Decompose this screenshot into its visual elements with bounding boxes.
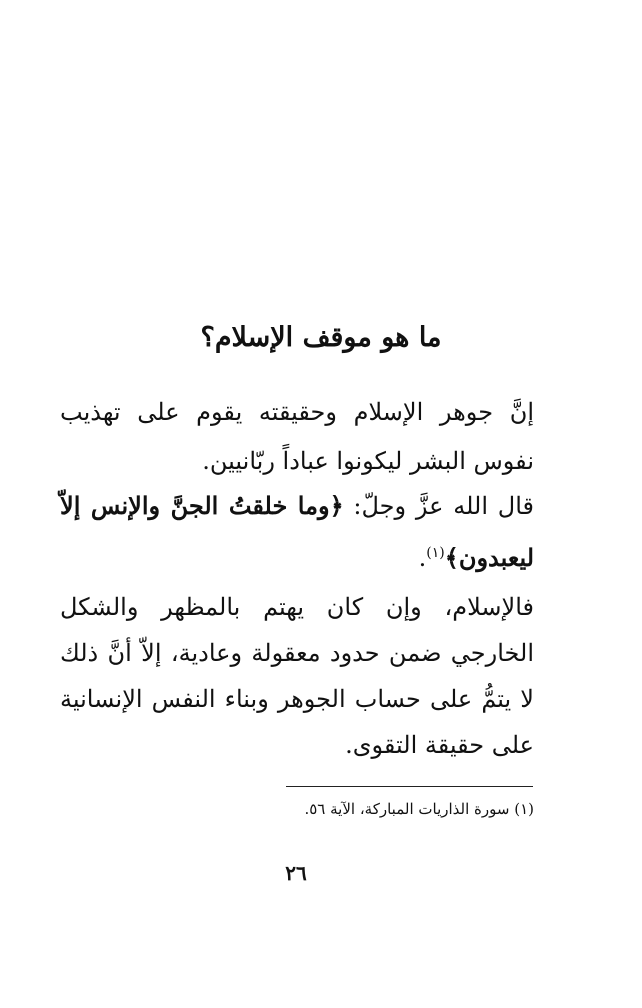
quote-end-period: . <box>418 544 427 572</box>
quran-verse: ﴿وما خلقتُ الجنَّ والإنس إلاّ ليعبدون﴾ <box>60 491 534 572</box>
page-number: ٢٦ <box>285 861 307 885</box>
paragraph-essence-of-islam: إنَّ جوهر الإسلام وحقيقته يقوم على تهذيب نفوس البشر ليكونوا عباداً ربّانيين. <box>60 398 534 475</box>
footnote-divider <box>286 786 533 787</box>
paragraph-appearance: فالإسلام، وإن كان يهتم بالمظهر والشكل الخارجي ضمن حدود معقولة وعادية، إلاّ أنَّ ذلك لا يتمُّ على حساب الجوهر وبناء النفس الإنسانية على حقيقة التقوى. <box>60 593 534 759</box>
paragraph-quran-quote <box>60 480 534 584</box>
footnote: (١) سورة الذاريات المباركة، الآية ٥٦. <box>304 800 534 818</box>
quote-intro: قال الله عزَّ وجلّ: <box>343 492 534 520</box>
footnote-reference: (١) <box>426 545 445 561</box>
section-title: ما هو موقف الإسلام؟ <box>200 322 442 353</box>
